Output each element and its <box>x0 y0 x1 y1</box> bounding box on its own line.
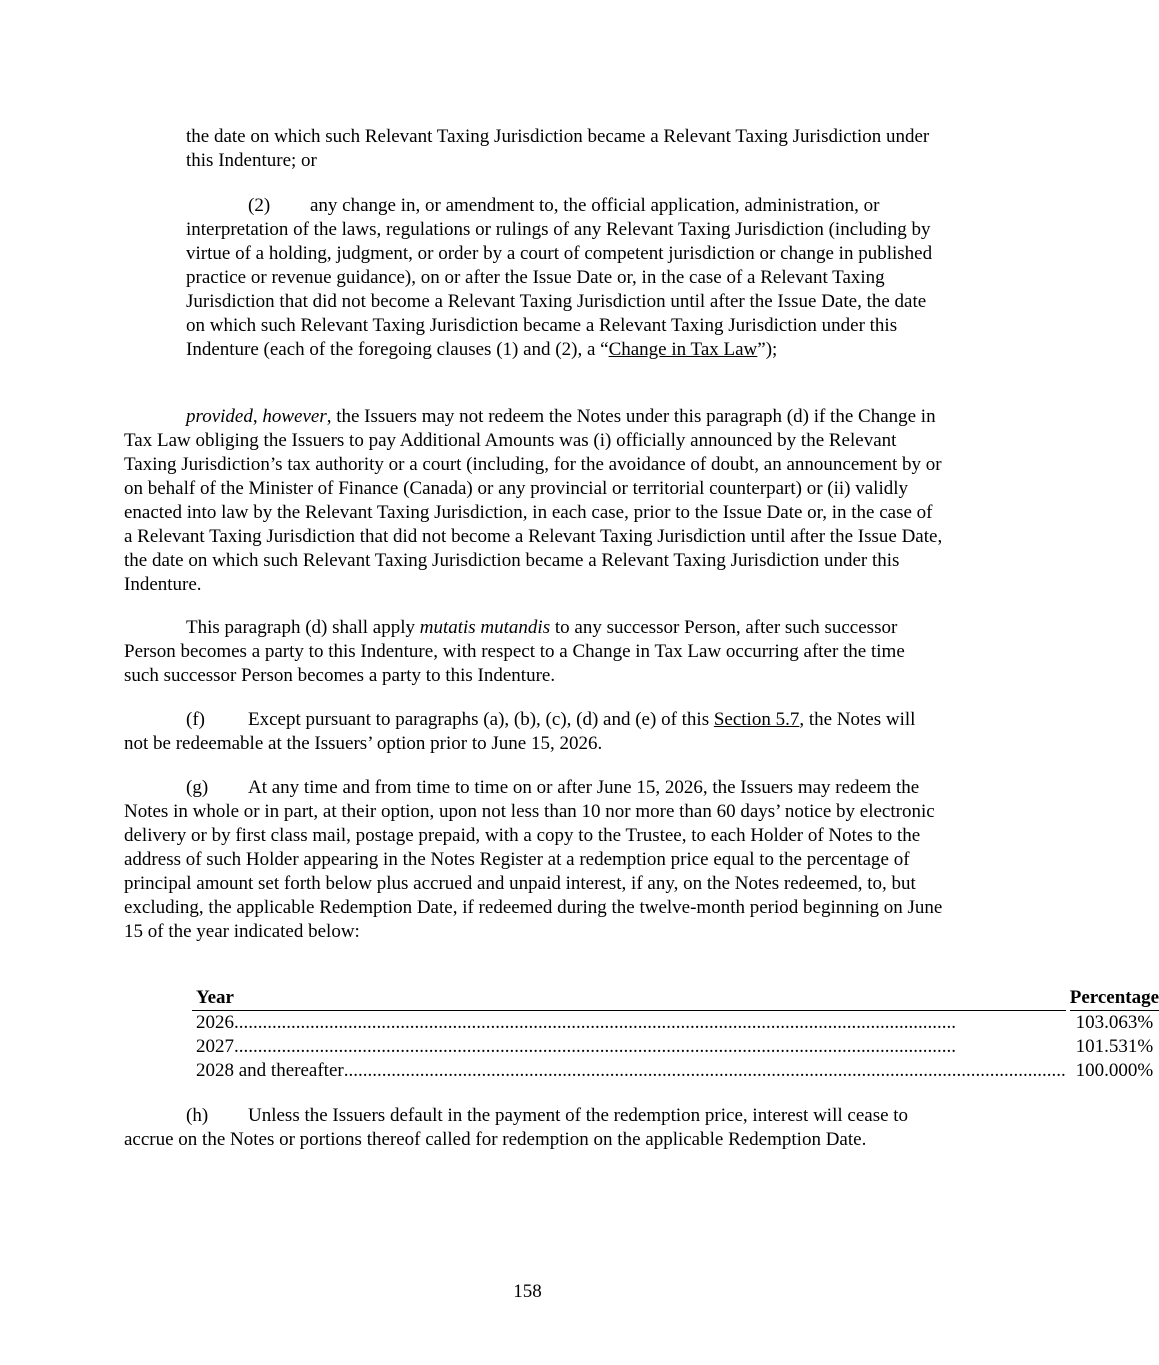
header-percentage: Percentage <box>1070 986 1159 1011</box>
paragraph-proviso <box>124 405 944 597</box>
paragraph-h <box>124 1104 944 1152</box>
italic-provided: provided <box>186 406 253 427</box>
paragraph-f <box>124 708 944 756</box>
year-value: 2027 <box>196 1036 234 1057</box>
section-reference: Section 5.7 <box>713 709 800 730</box>
percentage-cell: 103.063% <box>1075 1012 1154 1033</box>
table-header-row <box>192 986 1159 1011</box>
paragraph-successor <box>124 616 944 688</box>
dot-leader <box>344 1059 1066 1083</box>
percentage-cell: 100.000% <box>1075 1060 1154 1081</box>
year-value: 2028 and thereafter <box>196 1060 344 1081</box>
paragraph-continuation: the date on which such Relevant Taxing Jurisdiction became a Relevant Taxing Jurisdiction under this Indenture; or <box>186 126 930 171</box>
clause-g-text: At any time and from time to time on or after June 15, 2026, the Issuers may redeem the Notes in whole or in part, at their option, upon not less than 10 nor more than 60 days’ notice by electronic delivery or by first class mail, postage prepaid, with a copy to the Trustee, to each Holder of Notes to the address of such Holder appearing in the Notes Register at a redemption price equal to the percentage of principal amount set forth below plus accrued and unpaid interest, if any, on the Notes redeemed, to, but excluding, the applicable Redemption Date, if redeemed during the twelve-month period beginning on June 15 of the year indicated below: <box>124 777 943 942</box>
clause-f-lead: Except pursuant to paragraphs (a), (b), (c), (d) and (e) of this <box>248 709 714 730</box>
table-row <box>192 1011 1159 1036</box>
clause-label-h: (h) <box>186 1105 209 1126</box>
dot-leader <box>234 1035 1066 1059</box>
page-number: 158 <box>513 1281 542 1302</box>
paragraph-clause-2 <box>186 194 946 362</box>
redemption-price-table <box>192 986 1159 1083</box>
defined-term-change-in-tax-law: Change in Tax Law <box>608 339 758 360</box>
clause-tail: ”); <box>757 339 778 360</box>
clause-label-f: (f) <box>186 709 205 730</box>
clause-h-text: Unless the Issuers default in the payment of the redemption price, interest will cease to accrue on the Notes or portions thereof called for redemption on the applicable Redemption Date. <box>124 1105 909 1150</box>
clause-f-text: , the Notes will not be redeemable at the Issuers’ option prior to June 15, 2026. <box>124 709 916 754</box>
clause-label-g: (g) <box>186 777 209 798</box>
successor-text: to any successor Person, after such successor Person becomes a party to this Indenture, with respect to a Change in Tax Law occurring after the time such successor Person becomes a party to this Indenture. <box>124 617 905 686</box>
proviso-sep: , <box>252 406 263 427</box>
year-cell <box>192 1011 1066 1035</box>
year-value: 2026 <box>196 1012 234 1033</box>
table-row <box>192 1059 1159 1083</box>
proviso-text: , the Issuers may not redeem the Notes under this paragraph (d) if the Change in Tax Law obliging the Issuers to pay Additional Amounts was (i) officially announced by the Relevant Taxing Jurisdiction’s tax authority or a court (including, for the avoidance of doubt, an announcement by or on behalf of the Minister of Finance (Canada) or any provincial or territorial counterpart) or (ii) validly enacted into law by the Relevant Taxing Jurisdiction, in each case, prior to the Issue Date or, in the case of a Relevant Taxing Jurisdiction that did not become a Relevant Taxing Jurisdiction until after the Issue Date, the date on which such Relevant Taxing Jurisdiction became a Relevant Taxing Jurisdiction under this Indenture. <box>124 406 943 595</box>
paragraph-g <box>124 776 944 944</box>
table-row <box>192 1035 1159 1059</box>
year-cell <box>192 1035 1066 1059</box>
dot-leader <box>234 1011 1066 1035</box>
year-cell <box>192 1059 1066 1083</box>
percentage-cell: 101.531% <box>1075 1036 1154 1057</box>
italic-however: however <box>262 406 327 427</box>
clause-label: (2) <box>248 195 271 216</box>
header-year: Year <box>192 986 1066 1011</box>
successor-lead: This paragraph (d) shall apply <box>186 617 420 638</box>
italic-mutatis-mutandis: mutatis mutandis <box>419 617 551 638</box>
clause-text: any change in, or amendment to, the official application, administration, or interpretation of the laws, regulations or rulings of any Relevant Taxing Jurisdiction (including by virtue of a holding, judgment, or order by a court of competent jurisdiction or change in published practice or revenue guidance), on or after the Issue Date or, in the case of a Relevant Taxing Jurisdiction that did not become a Relevant Taxing Jurisdiction until after the Issue Date, the date on which such Relevant Taxing Jurisdiction became a Relevant Taxing Jurisdiction under this Indenture (each of the foregoing clauses (1) and (2), a “ <box>186 195 933 360</box>
